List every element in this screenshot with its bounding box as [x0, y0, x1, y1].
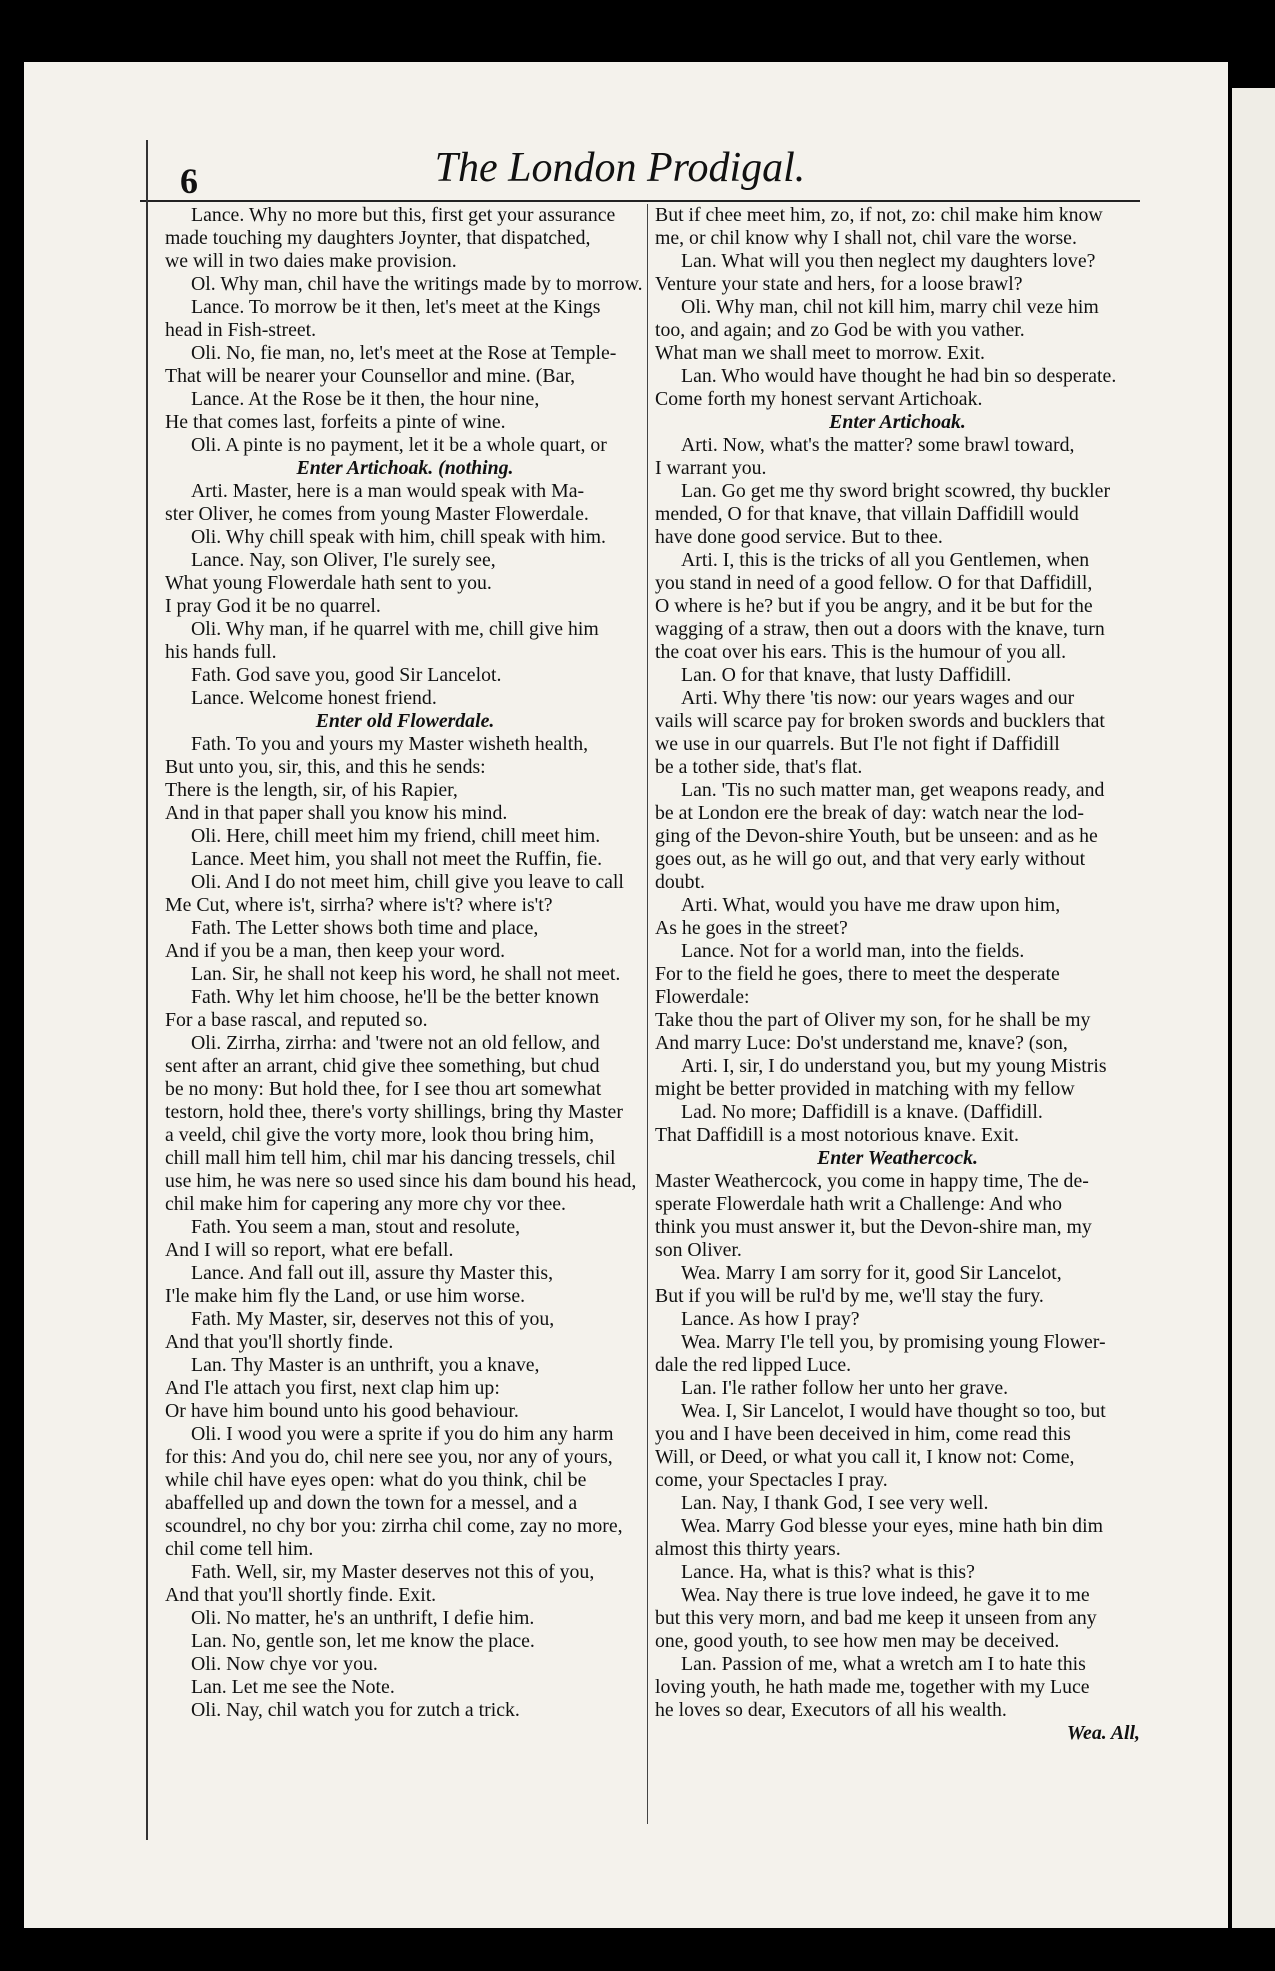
text-line: might be better provided in matching with my fellow	[655, 1078, 1075, 1100]
text-line: loving youth, he hath made me, together with my Luce	[655, 1676, 1090, 1698]
text-line: I'le make him fly the Land, or use him worse.	[165, 1285, 526, 1307]
text-line: Enter old Flowerdale.	[315, 710, 495, 732]
text-line: wagging of a straw, then out a doors with the knave, turn	[655, 618, 1105, 640]
right-column	[655, 204, 1140, 1745]
text-line: And in that paper shall you know his mind.	[165, 802, 508, 824]
text-line: Oli. A pinte is no payment, let it be a whole quart, or	[191, 434, 607, 456]
text-line: Arti. What, would you have me draw upon him,	[681, 894, 1061, 916]
text-line: Fath. Well, sir, my Master deserves not this of you,	[191, 1561, 595, 1583]
text-line: That will be nearer your Counsellor and mine. (Bar,	[165, 365, 576, 387]
text-line: testorn, hold thee, there's vorty shillings, bring thy Master	[165, 1101, 623, 1123]
text-line: What man we shall meet to morrow. Exit.	[655, 342, 985, 364]
text-line: Oli. Here, chill meet him my friend, chill meet him.	[191, 825, 601, 847]
text-line: son Oliver.	[655, 1239, 742, 1261]
text-line: Come forth my honest servant Artichoak.	[655, 388, 983, 410]
text-line: Oli. Zirrha, zirrha: and 'twere not an old fellow, and	[191, 1032, 600, 1054]
header-rule	[140, 200, 1140, 202]
text-line: you and I have been deceived in him, come read this	[655, 1423, 1071, 1445]
text-line: Lan. Passion of me, what a wretch am I to hate this	[681, 1653, 1086, 1675]
text-line: Lance. At the Rose be it then, the hour nine,	[191, 388, 540, 410]
text-line: made touching my daughters Joynter, that dispatched,	[165, 227, 591, 249]
text-line: be no mony: But hold thee, for I see thou art somewhat	[165, 1078, 602, 1100]
text-line: the coat over his ears. This is the humour of you all.	[655, 641, 1067, 663]
text-line: Lan. I'le rather follow her unto her grave.	[681, 1377, 1009, 1399]
text-line: Wea. Marry God blesse your eyes, mine hath bin dim	[681, 1515, 1103, 1537]
page-header	[120, 80, 1155, 201]
text-line: ging of the Devon-shire Youth, but be unseen: and as he	[655, 825, 1098, 847]
text-line: And I'le attach you first, next clap him up:	[165, 1377, 500, 1399]
text-line: Lance. Meet him, you shall not meet the Ruffin, fie.	[191, 848, 603, 870]
text-line: What young Flowerdale hath sent to you.	[165, 572, 492, 594]
text-line: be a tother side, that's flat.	[655, 756, 863, 778]
text-line: for this: And you do, chil nere see you, nor any of yours,	[165, 1446, 613, 1468]
text-line: Arti. Why there 'tis now: our years wages and our	[681, 687, 1075, 709]
text-line: Lan. 'Tis no such matter man, get weapons ready, and	[681, 779, 1105, 801]
text-line: For to the field he goes, there to meet the desperate	[655, 963, 1060, 985]
text-line: Wea. Nay there is true love indeed, he gave it to me	[681, 1584, 1090, 1606]
text-line: Lan. What will you then neglect my daughters love?	[681, 250, 1096, 272]
text-line: doubt.	[655, 871, 706, 893]
text-line: Oli. And I do not meet him, chill give you leave to call	[191, 871, 624, 893]
text-line: Fath. You seem a man, stout and resolute,	[191, 1216, 521, 1238]
text-line: And if you be a man, then keep your word.	[165, 940, 506, 962]
text-line: Or have him bound unto his good behaviour.	[165, 1400, 519, 1422]
text-line: Arti. Master, here is a man would speak with Ma-	[191, 480, 585, 502]
text-line: As he goes in the street?	[655, 917, 848, 939]
text-line: Oli. Why chill speak with him, chill speak with him.	[191, 526, 606, 548]
text-line: one, good youth, to see how men may be deceived.	[655, 1630, 1060, 1652]
text-line: Master Weathercock, you come in happy time, The de-	[655, 1170, 1089, 1192]
text-line: Lan. Let me see the Note.	[191, 1676, 395, 1698]
text-line: Oli. I wood you were a sprite if you do him any harm	[191, 1423, 614, 1445]
text-line: mended, O for that knave, that villain Daffidill would	[655, 503, 1079, 525]
text-line: me, or chil know why I shall not, chil vare the worse.	[655, 227, 1077, 249]
text-line: Lan. Who would have thought he had bin so desperate.	[681, 365, 1117, 387]
text-line: Lance. Welcome honest friend.	[191, 687, 437, 709]
text-line: Oli. No matter, he's an unthrift, I defie him.	[191, 1607, 535, 1629]
text-line: Lance. Not for a world man, into the fields.	[681, 940, 1025, 962]
text-line: Oli. Now chye vor you.	[191, 1653, 378, 1675]
text-line: Will, or Deed, or what you call it, I know not: Come,	[655, 1446, 1075, 1468]
text-line: Oli. Nay, chil watch you for zutch a trick.	[191, 1699, 520, 1721]
text-line: Lan. O for that knave, that lusty Daffidill.	[681, 664, 1012, 686]
text-line: ster Oliver, he comes from young Master Flowerdale.	[165, 503, 589, 525]
text-line: Fath. Why let him choose, he'll be the better known	[191, 986, 600, 1008]
text-line: Fath. My Master, sir, deserves not this of you,	[191, 1308, 555, 1330]
text-line: And marry Luce: Do'st understand me, knave? (son,	[655, 1032, 1068, 1054]
text-line: Lan. Go get me thy sword bright scowred, thy buckler	[681, 480, 1111, 502]
text-line: Wea. Marry I am sorry for it, good Sir Lancelot,	[681, 1262, 1062, 1284]
text-line: Lance. As how I pray?	[681, 1308, 860, 1330]
text-line: we will in two daies make provision.	[165, 250, 457, 272]
text-line: I warrant you.	[655, 457, 767, 479]
text-line: Flowerdale:	[655, 986, 750, 1008]
text-line: For a base rascal, and reputed so.	[165, 1009, 428, 1031]
text-line: he loves so dear, Executors of all his wealth.	[655, 1699, 1007, 1721]
text-line: while chil have eyes open: what do you think, chil be	[165, 1469, 587, 1491]
text-line: abaffelled up and down the town for a messel, and a	[165, 1492, 578, 1514]
text-line: Oli. No, fie man, no, let's meet at the Rose at Temple-	[191, 342, 617, 364]
text-line: And that you'll shortly finde. Exit.	[165, 1584, 437, 1606]
text-block	[120, 80, 1155, 1830]
text-line: And I will so report, what ere befall.	[165, 1239, 454, 1261]
text-line: have done good service. But to thee.	[655, 526, 943, 548]
text-line: his hands full.	[165, 641, 277, 663]
text-line: we use in our quarrels. But I'le not fight if Daffidill	[655, 733, 1060, 755]
text-line: But unto you, sir, this, and this he sends:	[165, 756, 486, 778]
text-line: you stand in need of a good fellow. O for that Daffidill,	[655, 572, 1093, 594]
facing-page-edge	[1232, 88, 1275, 1928]
text-line: Lance. Why no more but this, first get your assurance	[191, 204, 616, 226]
text-line: Arti. I, sir, I do understand you, but my young Mistris	[681, 1055, 1107, 1077]
text-line: Wea. I, Sir Lancelot, I would have thought so too, but	[681, 1400, 1106, 1422]
running-title: The London Prodigal.	[434, 145, 806, 191]
text-line: O where is he? but if you be angry, and it be but for the	[655, 595, 1093, 617]
text-line: Arti. Now, what's the matter? some brawl toward,	[681, 434, 1075, 456]
text-line: That Daffidill is a most notorious knave. Exit.	[655, 1124, 1019, 1146]
text-line: But if chee meet him, zo, if not, zo: chil make him know	[655, 204, 1103, 226]
text-line: Enter Weathercock.	[817, 1147, 978, 1169]
text-line: too, and again; and zo God be with you vather.	[655, 319, 1025, 341]
text-line: Lan. Nay, I thank God, I see very well.	[681, 1492, 989, 1514]
text-line: Wea. All,	[1066, 1722, 1140, 1744]
text-line: vails will scarce pay for broken swords and bucklers that	[655, 710, 1105, 732]
text-line: Enter Artichoak.	[829, 411, 966, 433]
text-line: chil make him for capering any more chy vor thee.	[165, 1193, 566, 1215]
text-line: head in Fish-street.	[165, 319, 317, 341]
text-line: There is the length, sir, of his Rapier,	[165, 779, 458, 801]
text-line: Arti. I, this is the tricks of all you Gentlemen, when	[681, 549, 1090, 571]
text-line: I pray God it be no quarrel.	[165, 595, 381, 617]
text-line: Lan. Thy Master is an unthrift, you a knave,	[191, 1354, 540, 1376]
text-line: And that you'll shortly finde.	[165, 1331, 394, 1353]
text-line: goes out, as he will go out, and that very early without	[655, 848, 1086, 870]
text-line: scoundrel, no chy bor you: zirrha chil come, zay no more,	[165, 1515, 623, 1537]
text-line: Oli. Why man, if he quarrel with me, chill give him	[191, 618, 599, 640]
text-line: Take thou the part of Oliver my son, for he shall be my	[655, 1009, 1091, 1031]
text-line: Lance. And fall out ill, assure thy Master this,	[191, 1262, 554, 1284]
text-line: Wea. Marry I'le tell you, by promising young Flower-	[681, 1331, 1106, 1353]
left-column	[165, 204, 645, 1722]
text-line: come, your Spectacles I pray.	[655, 1469, 888, 1491]
text-line: dale the red lipped Luce.	[655, 1354, 852, 1376]
text-line: Venture your state and hers, for a loose brawl?	[655, 273, 1023, 295]
text-line: sent after an arrant, chid give thee something, but chud	[165, 1055, 600, 1077]
text-line: Lan. No, gentle son, let me know the place.	[191, 1630, 535, 1652]
text-line: Lance. Nay, son Oliver, I'le surely see,	[191, 549, 496, 571]
page-number: 6	[180, 161, 198, 201]
text-line: Lance. Ha, what is this? what is this?	[681, 1561, 975, 1583]
text-line: use him, he was nere so used since his dam bound his head,	[165, 1170, 637, 1192]
text-line: chil come tell him.	[165, 1538, 314, 1560]
text-line: a veeld, chil give the vorty more, look thou bring him,	[165, 1124, 595, 1146]
text-line: be at London ere the break of day: watch near the lod-	[655, 802, 1084, 824]
text-line: think you must answer it, but the Devon-shire man, my	[655, 1216, 1092, 1238]
text-line: Fath. The Letter shows both time and place,	[191, 917, 539, 939]
text-line: He that comes last, forfeits a pinte of wine.	[165, 411, 506, 433]
text-line: Fath. To you and yours my Master wisheth health,	[191, 733, 589, 755]
text-line: sperate Flowerdale hath writ a Challenge: And who	[655, 1193, 1063, 1215]
text-line: Enter Artichoak. (nothing.	[296, 457, 514, 479]
text-line: Me Cut, where is't, sirrha? where is't? where is't?	[165, 894, 553, 916]
text-line: Ol. Why man, chil have the writings made by to morrow.	[191, 273, 643, 295]
column-divider	[647, 204, 648, 1824]
text-line: but this very morn, and bad me keep it unseen from any	[655, 1607, 1097, 1629]
text-line: Oli. Why man, chil not kill him, marry chil veze him	[681, 296, 1099, 318]
text-line: Lad. No more; Daffidill is a knave. (Daffidill.	[681, 1101, 1043, 1123]
left-margin-rule	[146, 140, 148, 1840]
text-line: chill mall him tell him, chil mar his dancing tressels, chil	[165, 1147, 616, 1169]
text-line: Lan. Sir, he shall not keep his word, he shall not meet.	[191, 963, 621, 985]
text-line: Lance. To morrow be it then, let's meet at the Kings	[191, 296, 601, 318]
text-line: But if you will be rul'd by me, we'll stay the fury.	[655, 1285, 1044, 1307]
text-line: Fath. God save you, good Sir Lancelot.	[191, 664, 502, 686]
text-line: almost this thirty years.	[655, 1538, 841, 1560]
